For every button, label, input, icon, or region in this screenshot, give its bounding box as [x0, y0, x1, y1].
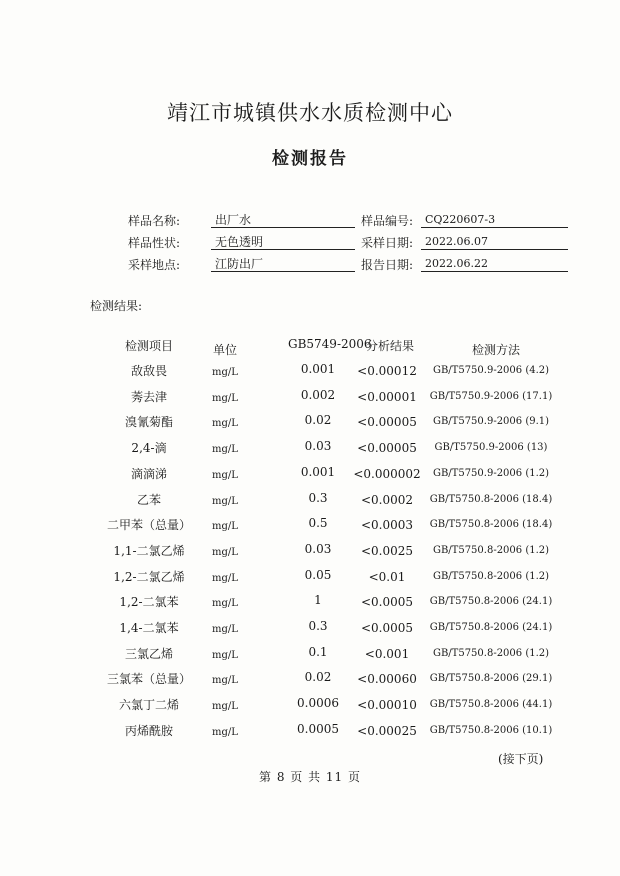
row-limit: 0.05 — [304, 567, 332, 582]
row-limit: 0.3 — [308, 490, 328, 505]
row-method: GB/T5750.8-2006 (10.1) — [429, 724, 553, 736]
row-limit: 0.001 — [300, 362, 336, 376]
row-method: GB/T5750.8-2006 (18.4) — [429, 519, 553, 531]
row-method: GB/T5750.9-2006 (13) — [434, 442, 548, 454]
row-item: 三氯乙烯 — [124, 646, 174, 661]
row-item: 丙烯酰胺 — [124, 723, 174, 738]
row-method: GB/T5750.8-2006 (24.1) — [429, 622, 553, 633]
row-method: GB/T5750.8-2006 (1.2) — [432, 570, 550, 582]
header-item: 检测项目 — [124, 339, 174, 353]
row-result: <0.00001 — [357, 389, 417, 404]
report-date-value: 2022.06.22 — [421, 256, 568, 272]
row-item: 1,2-二氯苯 — [119, 595, 179, 610]
row-result: <0.00025 — [357, 723, 417, 738]
row-limit: 0.0005 — [297, 721, 339, 736]
row-limit: 0.3 — [308, 619, 328, 633]
sampling-site-label: 采样地点: — [128, 258, 181, 272]
row-result: <0.0002 — [360, 492, 414, 507]
row-result: <0.01 — [368, 569, 406, 584]
row-unit: mg/L — [212, 367, 238, 378]
sampling-date-value: 2022.06.07 — [421, 234, 568, 250]
row-item: 六氯丁二烯 — [118, 698, 180, 713]
row-limit: 0.5 — [308, 516, 328, 531]
row-limit: 0.001 — [300, 464, 336, 479]
row-limit: 1 — [314, 593, 322, 608]
row-item: 溴氰菊酯 — [124, 415, 174, 430]
continue-note: (接下页) — [498, 752, 544, 766]
row-result: <0.00012 — [357, 364, 417, 378]
row-item: 2,4-滴 — [131, 441, 167, 456]
row-unit: mg/L — [212, 392, 238, 404]
row-result: <0.001 — [364, 646, 410, 661]
row-unit: mg/L — [212, 726, 238, 738]
header-method: 检测方法 — [471, 343, 521, 357]
row-item: 二甲苯（总量） — [106, 518, 192, 533]
row-unit: mg/L — [212, 624, 238, 635]
row-method: GB/T5750.8-2006 (1.2) — [432, 544, 550, 556]
row-limit: 0.0006 — [297, 696, 339, 711]
row-method: GB/T5750.9-2006 (17.1) — [429, 390, 553, 402]
row-limit: 0.03 — [304, 541, 332, 556]
row-unit: mg/L — [212, 418, 238, 430]
row-limit: 0.002 — [300, 387, 336, 402]
row-limit: 0.03 — [304, 439, 332, 454]
row-unit: mg/L — [212, 649, 238, 661]
row-limit: 0.1 — [308, 644, 328, 659]
row-unit: mg/L — [212, 469, 238, 481]
sample-state-label: 样品性状: — [128, 236, 181, 250]
row-method: GB/T5750.8-2006 (18.4) — [429, 493, 553, 505]
row-item: 敌敌畏 — [130, 364, 168, 378]
row-unit: mg/L — [212, 572, 238, 584]
row-result: <0.0005 — [360, 595, 414, 610]
row-unit: mg/L — [212, 701, 238, 713]
row-result: <0.0003 — [360, 518, 414, 533]
results-label: 检测结果: — [90, 299, 143, 313]
row-result: <0.00005 — [357, 415, 417, 430]
row-method: GB/T5750.8-2006 (24.1) — [429, 596, 553, 608]
row-method: GB/T5750.9-2006 (1.2) — [432, 467, 550, 479]
row-method: GB/T5750.8-2006 (44.1) — [429, 699, 553, 711]
sample-no-label: 样品编号: — [361, 214, 414, 228]
row-result: <0.000002 — [353, 466, 421, 481]
row-method: GB/T5750.9-2006 (9.1) — [432, 416, 550, 428]
row-unit: mg/L — [212, 495, 238, 507]
page-footer: 第 8 页 共 11 页 — [259, 770, 361, 784]
sample-state-value: 无色透明 — [211, 234, 355, 250]
row-method: GB/T5750.8-2006 (1.2) — [432, 647, 550, 659]
sample-no-value: CQ220607-3 — [421, 212, 568, 228]
header-unit: 单位 — [212, 343, 238, 357]
row-result: <0.0005 — [360, 621, 414, 635]
row-item: 1,4-二氯苯 — [119, 621, 179, 635]
row-item: 乙苯 — [136, 492, 162, 507]
row-unit: mg/L — [212, 546, 238, 558]
row-unit: mg/L — [212, 521, 238, 533]
sample-name-label: 样品名称: — [128, 214, 181, 228]
row-item: 滴滴涕 — [130, 466, 168, 481]
row-method: GB/T5750.8-2006 (29.1) — [429, 673, 553, 685]
row-result: <0.00060 — [357, 672, 417, 687]
report-subtitle: 检测报告 — [272, 149, 348, 169]
header-standard: GB5749-2006 — [288, 337, 372, 351]
report-date-label: 报告日期: — [361, 258, 414, 272]
row-limit: 0.02 — [304, 413, 332, 428]
row-item: 三氯苯（总量） — [106, 672, 192, 687]
sampling-date-label: 采样日期: — [361, 236, 414, 250]
row-unit: mg/L — [212, 444, 238, 456]
row-result: <0.0025 — [360, 543, 414, 558]
report-org-title: 靖江市城镇供水水质检测中心 — [167, 101, 453, 125]
row-item: 1,2-二氯乙烯 — [113, 569, 185, 584]
row-result: <0.00010 — [357, 698, 417, 713]
row-limit: 0.02 — [304, 670, 332, 685]
sampling-site-value: 江防出厂 — [211, 256, 355, 272]
row-unit: mg/L — [212, 598, 238, 610]
header-result: 分析结果 — [365, 339, 415, 353]
sample-name-value: 出厂水 — [211, 212, 355, 228]
row-method: GB/T5750.9-2006 (4.2) — [432, 365, 550, 376]
row-result: <0.00005 — [357, 441, 417, 456]
row-item: 1,1-二氯乙烯 — [113, 543, 185, 558]
row-item: 莠去津 — [130, 389, 168, 404]
row-unit: mg/L — [212, 675, 238, 687]
